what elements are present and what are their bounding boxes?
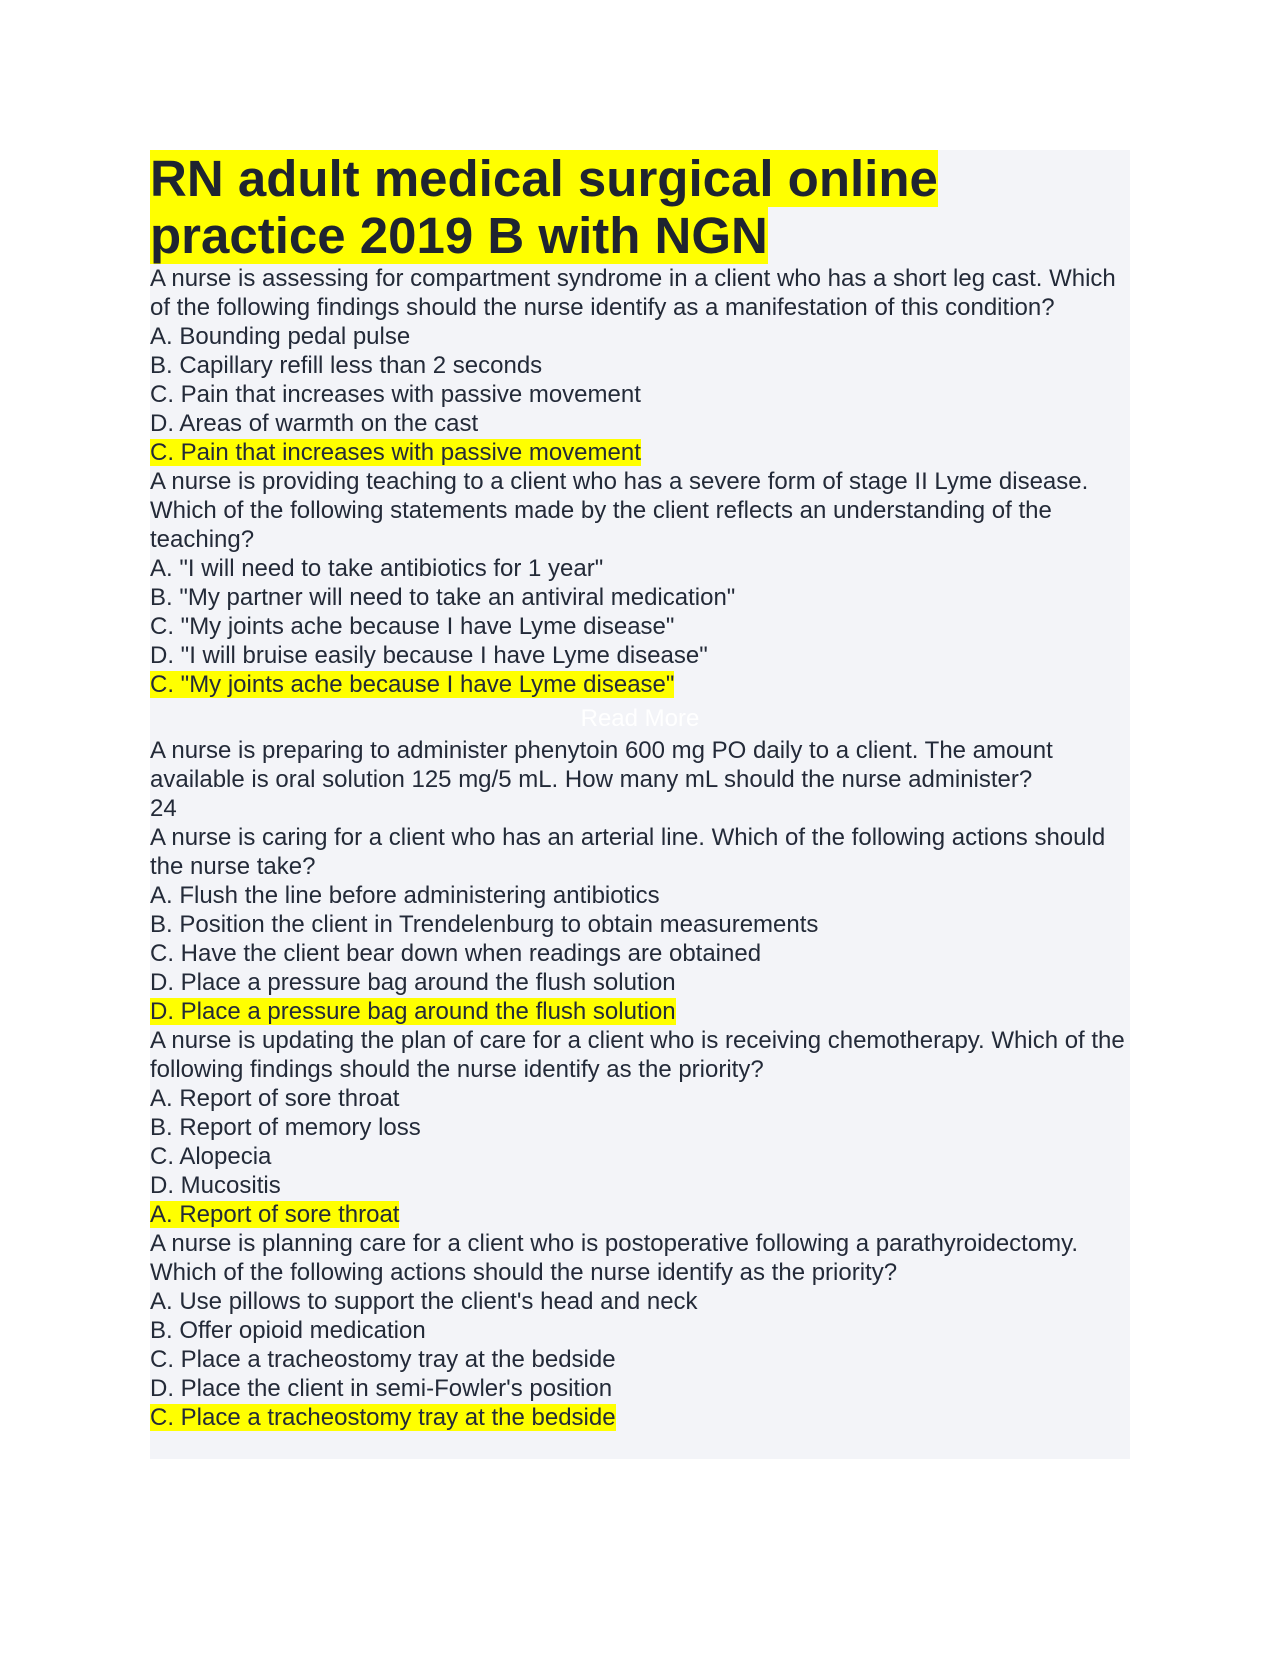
question-2-answer-text: C. "My joints ache because I have Lyme disease" xyxy=(150,671,675,698)
question-4-text: A nurse is caring for a client who has an arterial line. Which of the following actions should the nurse take? xyxy=(150,824,1106,880)
question-2-text: A nurse is providing teaching to a client who has a severe form of stage II Lyme disease. Which of the following statements made by the client reflects an understanding of the teaching? xyxy=(150,468,1089,553)
question-3-answer: 24 xyxy=(150,795,177,822)
question-2-option-c: C. "My joints ache because I have Lyme disease" xyxy=(150,613,675,640)
question-5-answer-text: A. Report of sore throat xyxy=(150,1201,400,1228)
question-2-option-a: A. "I will need to take antibiotics for 1 year" xyxy=(150,555,604,582)
question-4-answer-text: D. Place a pressure bag around the flush solution xyxy=(150,998,676,1025)
question-5-option-c: C. Alopecia xyxy=(150,1143,272,1170)
question-1-option-c: C. Pain that increases with passive movement xyxy=(150,381,641,408)
document-content xyxy=(150,150,1130,1459)
question-2-option-b: B. "My partner will need to take an antiviral medication" xyxy=(150,584,736,611)
question-5-answer xyxy=(150,1200,1130,1229)
question-4-option-a: A. Flush the line before administering antibiotics xyxy=(150,882,660,909)
document-title-text: RN adult medical surgical online practice 2019 B with NGN xyxy=(150,150,938,264)
question-6-text: A nurse is planning care for a client who is postoperative following a parathyroidectomy. Which of the following actions should the nurse identify as the priority? xyxy=(150,1230,1079,1286)
question-4-option-c: C. Have the client bear down when readings are obtained xyxy=(150,940,762,967)
question-6-option-d: D. Place the client in semi-Fowler's position xyxy=(150,1375,613,1402)
question-3-text: A nurse is preparing to administer phenytoin 600 mg PO daily to a client. The amount available is oral solution 125 mg/5 mL. How many mL should the nurse administer? xyxy=(150,737,1053,793)
question-6-answer xyxy=(150,1403,1130,1432)
question-6-option-a: A. Use pillows to support the client's head and neck xyxy=(150,1288,698,1315)
question-6-answer-text: C. Place a tracheostomy tray at the bedside xyxy=(150,1404,616,1431)
question-1-text: A nurse is assessing for compartment syndrome in a client who has a short leg cast. Which of the following findings should the nurse identify as a manifestation of this condition? xyxy=(150,265,1116,321)
question-4-option-d: D. Place a pressure bag around the flush solution xyxy=(150,969,676,996)
question-1-option-d: D. Areas of warmth on the cast xyxy=(150,410,479,437)
question-2-answer xyxy=(150,670,1130,699)
question-2-option-d: D. "I will bruise easily because I have Lyme disease" xyxy=(150,642,708,669)
document-title xyxy=(150,150,950,264)
question-5-option-d: D. Mucositis xyxy=(150,1172,281,1199)
question-1-option-a: A. Bounding pedal pulse xyxy=(150,323,411,350)
question-5-option-b: B. Report of memory loss xyxy=(150,1114,421,1141)
question-5-text: A nurse is updating the plan of care for a client who is receiving chemotherapy. Which of the following findings should the nurse identify as the priority? xyxy=(150,1027,1125,1083)
question-1-answer-text: C. Pain that increases with passive movement xyxy=(150,439,641,466)
question-5-option-a: A. Report of sore throat xyxy=(150,1085,400,1112)
question-4-option-b: B. Position the client in Trendelenburg to obtain measurements xyxy=(150,911,819,938)
question-6-option-b: B. Offer opioid medication xyxy=(150,1317,426,1344)
question-4-answer xyxy=(150,997,1130,1026)
question-6-option-c: C. Place a tracheostomy tray at the bedside xyxy=(150,1346,616,1373)
read-more-link[interactable]: Read More xyxy=(580,705,700,732)
question-1-option-b: B. Capillary refill less than 2 seconds xyxy=(150,352,543,379)
question-1-answer xyxy=(150,438,1130,467)
